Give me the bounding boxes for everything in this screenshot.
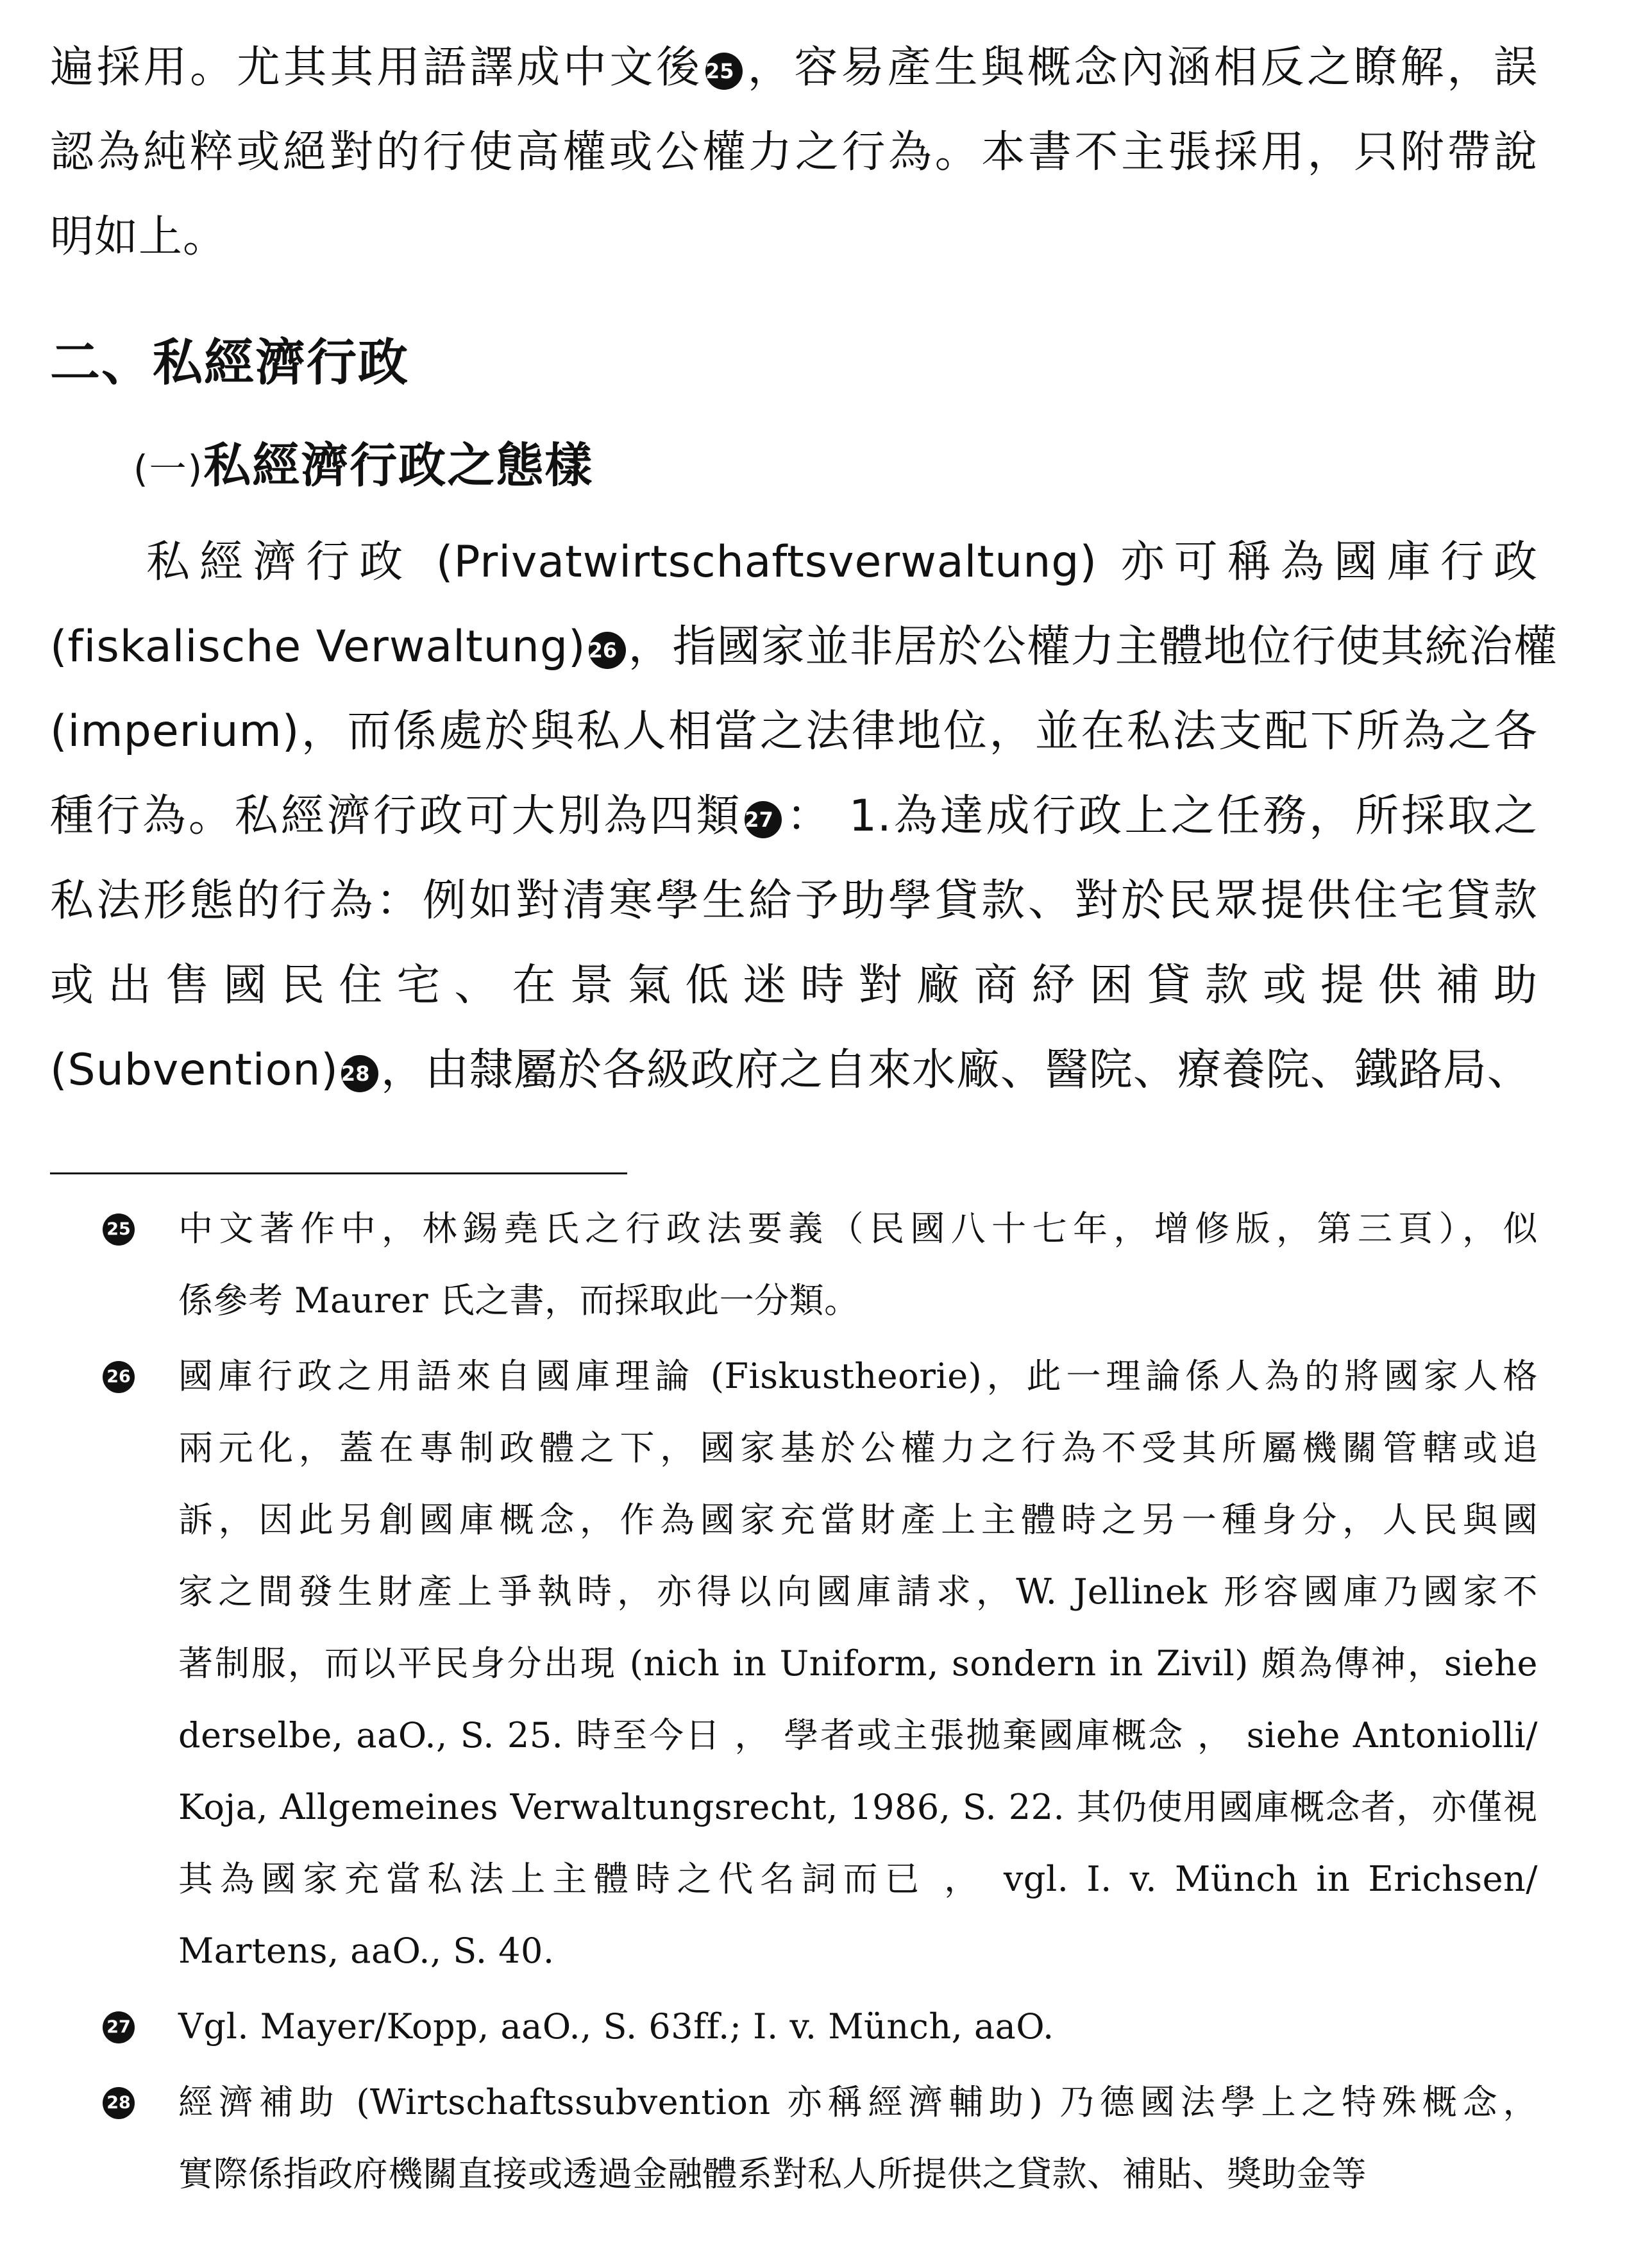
footnote-line: Martens, aaO., S. 40. — [178, 1931, 555, 1971]
footnote — [50, 2067, 1538, 2210]
footnote-line: Vgl. Mayer/Kopp, aaO., S. 63ff.; I. v. Münch, aaO. — [178, 2006, 1054, 2047]
footnote-ref-28[interactable]: 28 — [341, 1055, 378, 1092]
footnote-ref-25[interactable]: 25 — [705, 53, 743, 90]
footnote-ref-26[interactable]: 26 — [589, 632, 626, 669]
text-line: 種行為。私經濟行政可大別為四類 27 ： 1.為達成行政上之任務，所採取之 — [50, 791, 1538, 841]
footnote-line: 經濟補助 (Wirtschaftssubvention 亦稱經濟輔助) 乃德國法學上之特殊概念， — [178, 2082, 1538, 2122]
footnote-line: 係參考 Maurer 氏之書，而採取此一分類。 — [178, 1280, 859, 1321]
footnote-line: 其為國家充當私法上主體時之代名詞而已 ， vgl. I. v. Münch in Erichsen/ — [178, 1859, 1538, 1899]
footnote — [50, 1340, 1538, 1987]
footnotes-section — [50, 1193, 1538, 2214]
text-line: 私經濟行政 (Privatwirtschaftsverwaltung) 亦可稱為國庫行政 — [146, 537, 1538, 588]
sub-heading-number: (一) — [133, 447, 204, 491]
footnote-line: Koja, Allgemeines Verwaltungsrecht, 1986, S. 22. 其仍使用國庫概念者，亦僅視 — [178, 1787, 1538, 1827]
text-line: 私法形態的行為：例如對清寒學生給予助學貸款、對於民眾提供住宅貸款 — [50, 875, 1538, 926]
text-line: (imperium)，而係處於與私人相當之法律地位，並在私法支配下所為之各 — [50, 706, 1538, 757]
main-paragraph — [50, 520, 1558, 1113]
sub-heading-title: 私經濟行政之態樣 — [203, 438, 594, 493]
sub-heading — [50, 427, 1538, 507]
footnote-marker-25: 25 — [103, 1213, 135, 1246]
text-line: 認為純粹或絕對的行使高權或公權力之行為。本書不主張採用，只附帶說 — [50, 127, 1538, 178]
footnote-line: 實際係指政府機關直接或透過金融體系對私人所提供之貸款、補貼、獎助金等 — [178, 2154, 1367, 2194]
footnote-line: 著制服，而以平民身分出現 (nich in Uniform, sondern in Zivil) 頗為傳神，siehe — [178, 1643, 1538, 1684]
footnote — [50, 1193, 1538, 1337]
footnote-divider — [50, 1172, 627, 1174]
footnote-ref-27[interactable]: 27 — [745, 801, 782, 838]
footnote — [50, 1991, 1538, 2063]
text-line: 明如上。 — [50, 212, 228, 262]
text-line: (Subvention) 28 ，由隸屬於各級政府之自來水廠、醫院、療養院、鐵路局、 — [50, 1045, 1531, 1095]
footnote-line: 國庫行政之用語來自國庫理論 (Fiskustheorie)，此一理論係人為的將國家人格 — [178, 1356, 1538, 1396]
text-line: 或出售國民住宅、在景氣低迷時對廠商紓困貸款或提供補助 — [50, 960, 1538, 1011]
footnote-line: 兩元化，蓋在專制政體之下，國家基於公權力之行為不受其所屬機關管轄或追 — [178, 1428, 1538, 1468]
footnote-line: 家之間發生財產上爭執時，亦得以向國庫請求，W. Jellinek 形容國庫乃國家不 — [178, 1571, 1538, 1612]
footnote-marker-26: 26 — [103, 1361, 135, 1393]
section-heading: 二、私經濟行政 — [50, 334, 410, 392]
footnote-line: derselbe, aaO., S. 25. 時至今日 ， 學者或主張拋棄國庫概念 ， siehe Antoniolli/ — [178, 1715, 1538, 1755]
footnote-marker-28: 28 — [103, 2087, 135, 2119]
footnote-line: 中文著作中，林錫堯氏之行政法要義（民國八十七年，增修版，第三頁），似 — [178, 1208, 1538, 1249]
footnote-line: 訴，因此另創國庫概念，作為國家充當財產上主體時之另一種身分，人民與國 — [178, 1500, 1538, 1540]
text-line: (fiskalische Verwaltung) 26 ，指國家並非居於公權力主體地位行使其統治權 — [50, 621, 1558, 672]
top-paragraph — [50, 26, 1538, 280]
text-line: 遍採用。尤其其用語譯成中文後 25 ，容易產生與概念內涵相反之瞭解，誤 — [50, 42, 1538, 93]
page-body — [50, 26, 1558, 1113]
footnote-marker-27: 27 — [103, 2011, 135, 2043]
